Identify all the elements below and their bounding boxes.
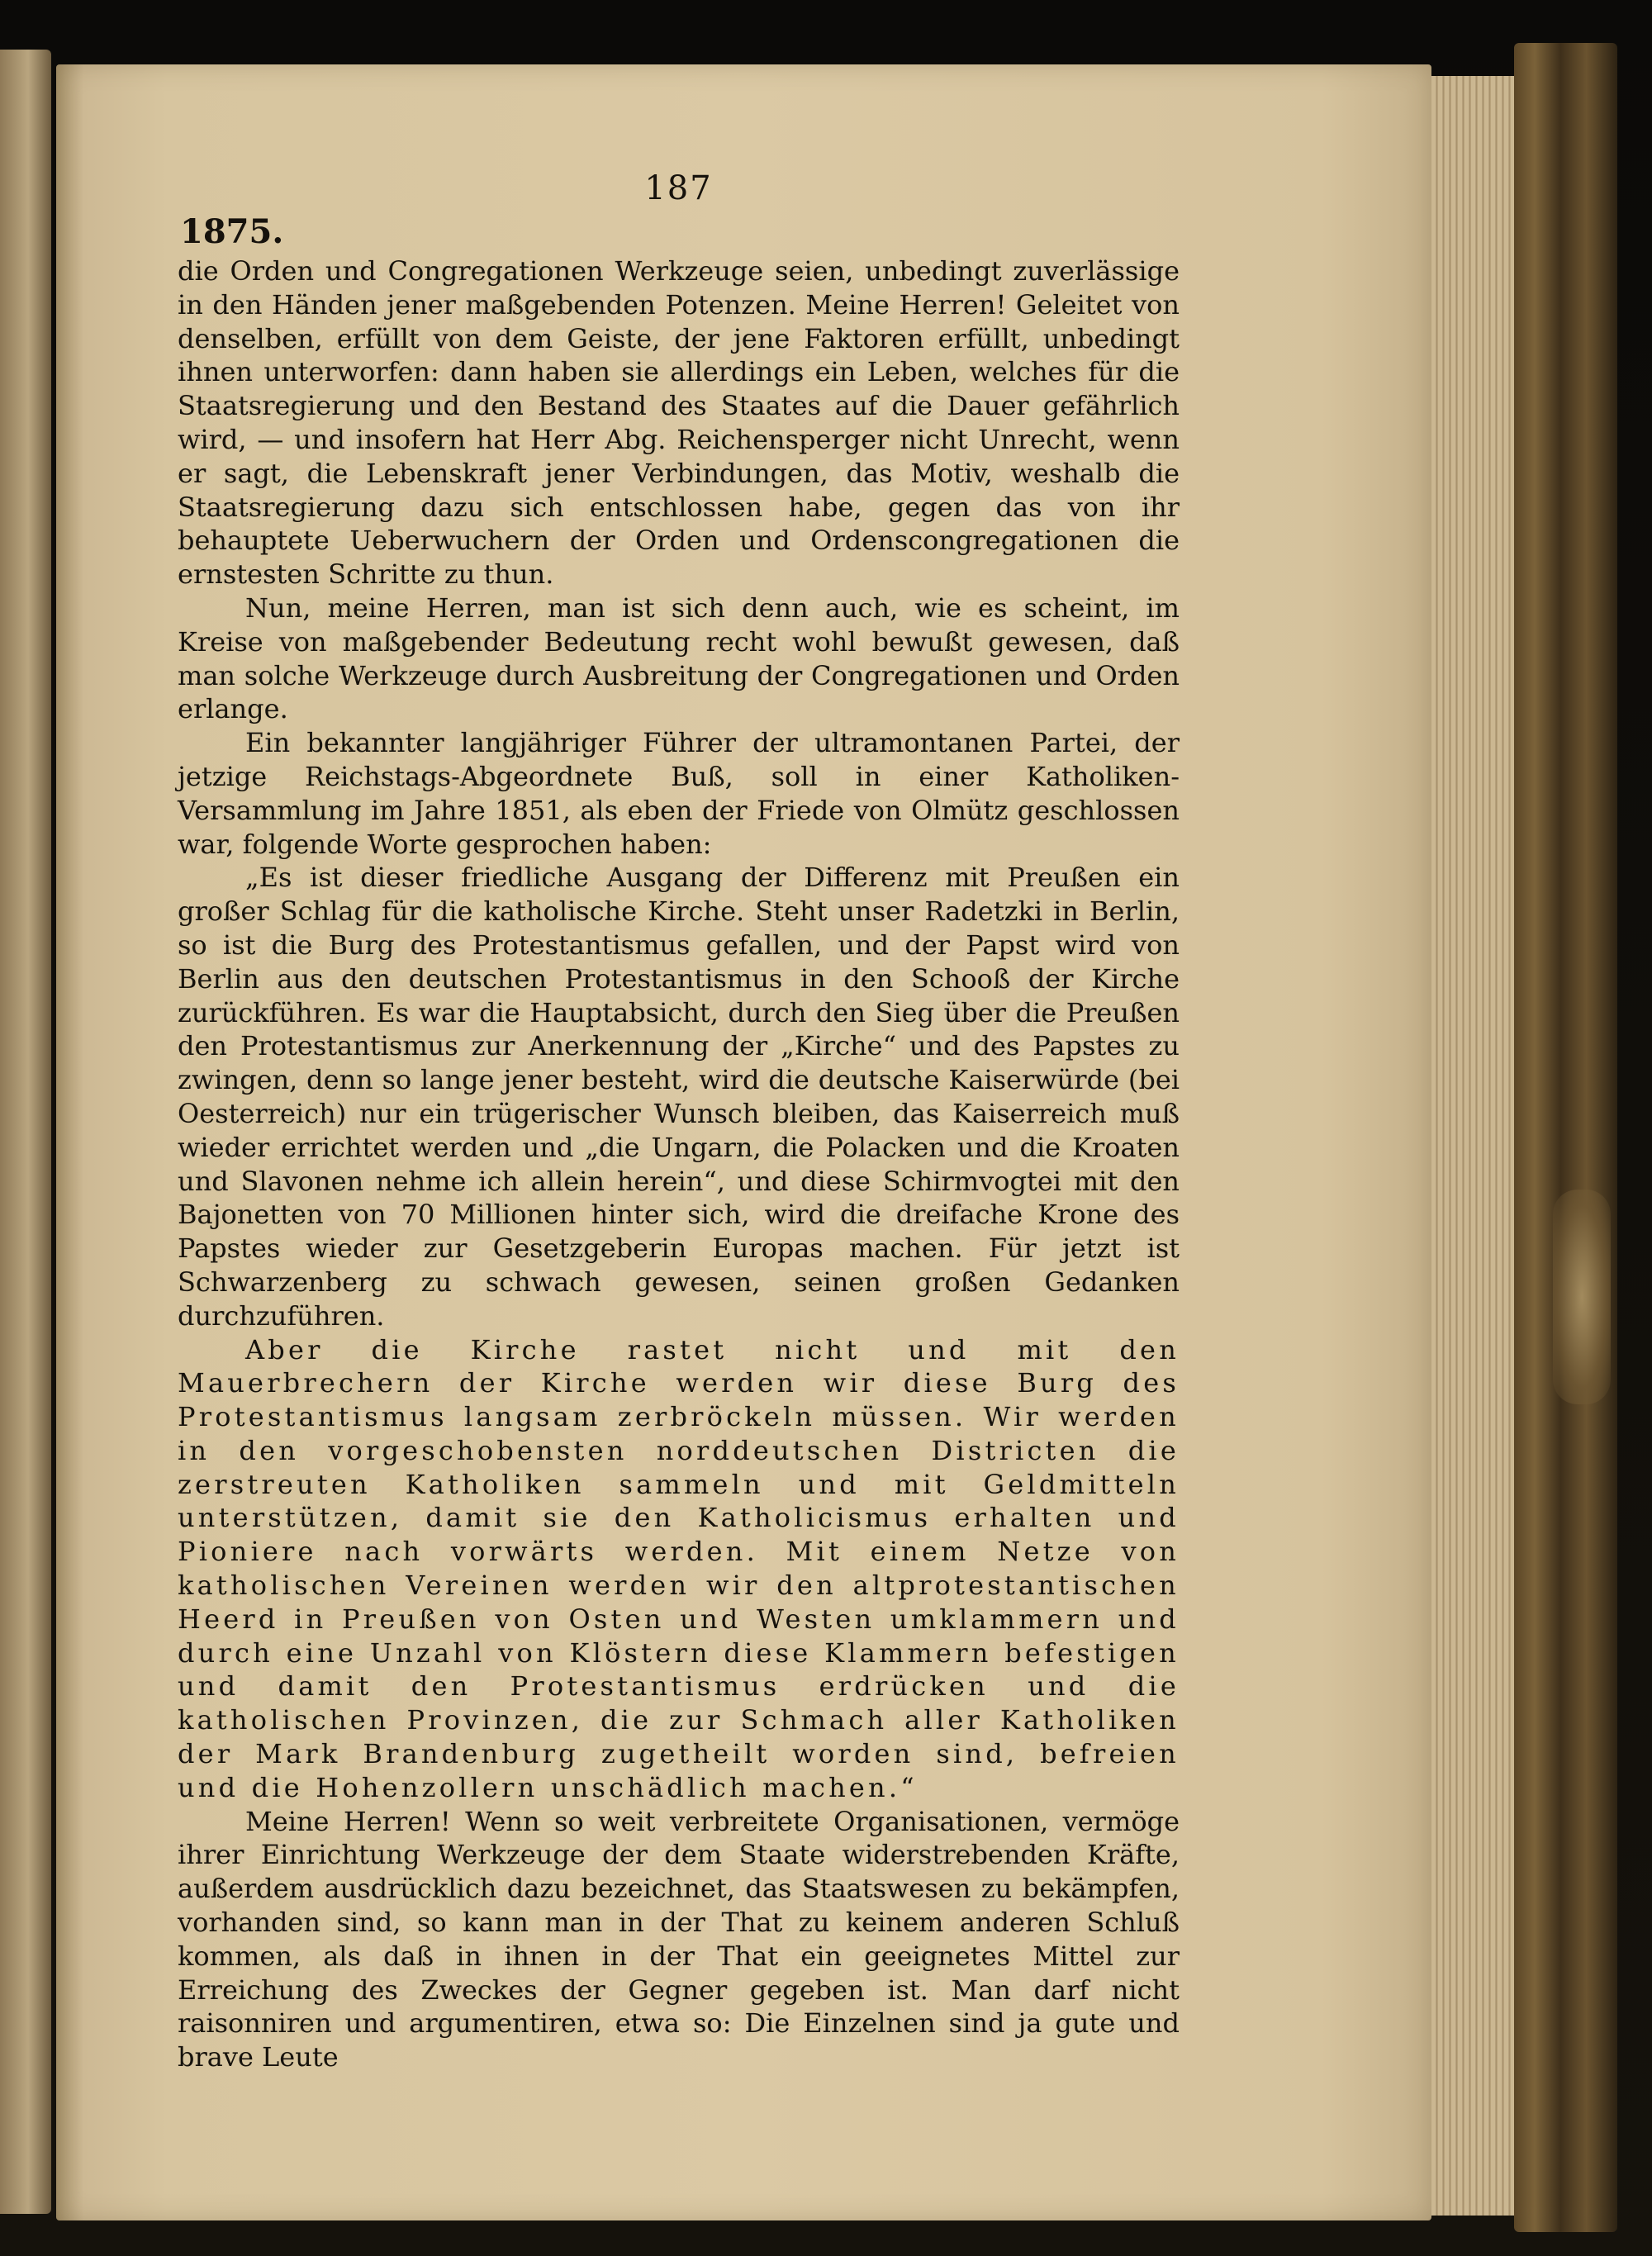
facing-page-edge <box>0 50 51 2214</box>
paragraph: Meine Herren! Wenn so weit verbreitete Organisationen, vermöge ihrer Einrichtung Werkzeuge der dem Staate widerstrebenden Kräfte, außerdem ausdrücklich dazu bezeichnet, das Staatswesen zu bekämpfen, vorhanden sind, so kann man in der That zu keinem anderen Schluß kommen, als daß in ihnen in der That ein geeignetes Mittel zur Erreichung des Zweckes der Gegner gegeben ist. Man darf nicht raisonniren und argumentiren, etwa so: Die Einzelnen sind ja gute und brave Leute <box>178 1805 1180 2073</box>
quote-paragraph: „Es ist dieser friedliche Ausgang der Differenz mit Preußen ein großer Schlag für die katholische Kirche. Steht unser Radetzki in Berlin, so ist die Burg des Protestantismus gefallen, und der Papst wird von Berlin aus den deutschen Protestantismus in den Schooß der Kirche zurückführen. Es war die Hauptabsicht, durch den Sieg über die Preußen den Protestantismus zur Anerkennung der „Kirche“ und des Papstes zu zwingen, denn so lange jener besteht, wird die deutsche Kaiserwürde (bei Oesterreich) nur ein trügerischer Wunsch bleiben, das Kaiserreich muß wieder errichtet werden und „die Ungarn, die Polacken und die Kroaten und Slavonen nehme ich allein herein“, und diese Schirmvogtei mit den Bajonetten von 70 Millionen hinter sich, wird die dreifache Krone des Papstes wieder zur Gesetzgeberin Europas machen. Für jetzt ist Schwarzenberg zu schwach gewesen, seinen großen Gedanken durchzuführen. <box>178 862 1180 1332</box>
book-cover-edge <box>1514 43 1617 2232</box>
paragraph: Ein bekannter langjähriger Führer der ultramontanen Partei, der jetzige Reichstags-Abgeordnete Buß, soll in einer Katholiken-Versammlung im Jahre 1851, als eben der Friede von Olmütz geschlossen war, folgende Worte gesprochen haben: <box>178 727 1180 860</box>
body-text <box>178 254 1180 2074</box>
page-stack-edges <box>1431 76 1514 2216</box>
paragraph: die Orden und Congregationen Werkzeuge seien, unbedingt zuverlässige in den Händen jener maßgebenden Potenzen. Meine Herren! Geleitet von denselben, erfüllt von dem Geiste, der jene Faktoren erfüllt, unbedingt ihnen unterworfen: dann haben sie allerdings ein Leben, welches für die Staatsregierung und den Bestand des Staates auf die Dauer gefährlich wird, — und insofern hat Herr Abg. Reichensperger nicht Unrecht, wenn er sagt, die Lebenskraft jener Verbindungen, das Motiv, weshalb die Staatsregierung dazu sich entschlossen habe, gegen das von ihr behauptete Ueberwuchern der Orden und Ordenscongregationen die ernstesten Schritte zu thun. <box>178 255 1180 591</box>
cover-wear-spot <box>1553 1190 1611 1404</box>
running-head-year: 1875. <box>180 212 284 251</box>
page-number: 187 <box>644 169 713 207</box>
paragraph: Nun, meine Herren, man ist sich denn auch, wie es scheint, im Kreise von maßgebender Bedeutung recht wohl bewußt gewesen, daß man solche Werkzeuge durch Ausbreitung der Congregationen und Orden erlange. <box>178 591 1180 725</box>
quote-paragraph-spaced: Aber die Kirche rastet nicht und mit den Mauerbrechern der Kirche werden wir diese Burg des Protestantismus langsam zerbröckeln müssen. Wir werden in den vorgeschobensten norddeutschen Districten die zerstreuten Katholiken sammeln und mit Geldmitteln unterstützen, damit sie den Katholicismus erhalten und Pioniere nach vorwärts werden. Mit einem Netze von katholischen Vereinen werden wir den altprotestantischen Heerd in Preußen von Osten und Westen umklammern und durch eine Unzahl von Klöstern diese Klammern befestigen und damit den Protestantismus erdrücken und die katholischen Provinzen, die zur Schmach aller Katholiken der Mark Brandenburg zugetheilt worden sind, befreien und die Hohenzollern unschädlich machen.“ <box>178 1333 1180 1803</box>
